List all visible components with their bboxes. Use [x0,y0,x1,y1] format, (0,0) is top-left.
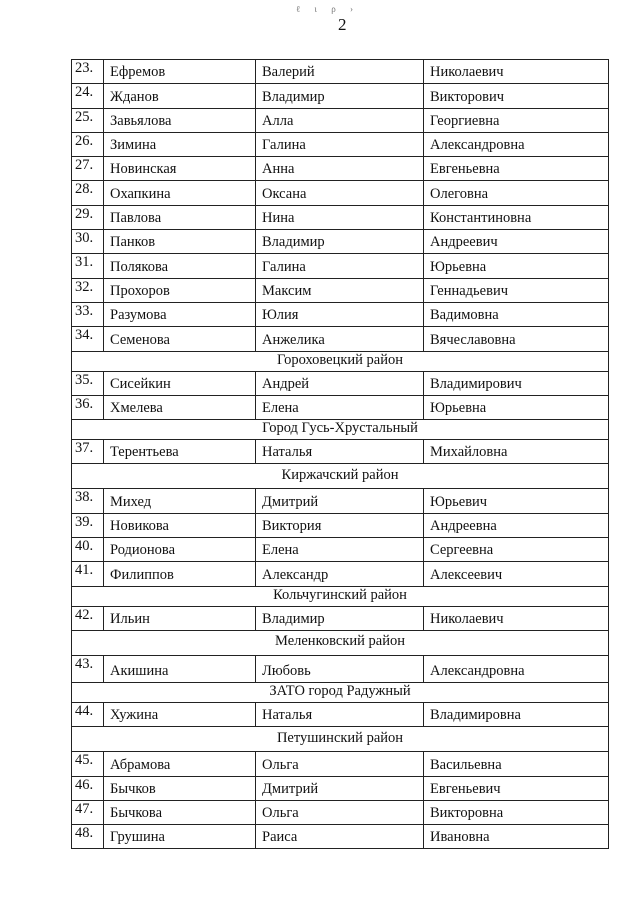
table-row [72,538,609,562]
surname-cell: Жданов [104,84,256,108]
patronymic-cell: Евгеньевич [424,776,609,800]
patronymic-cell: Евгеньевна [424,157,609,181]
patronymic-cell: Юрьевич [424,489,609,513]
surname-cell: Хмелева [104,395,256,419]
row-number: 32. [72,278,104,302]
region-header-row [72,420,609,440]
scan-marks: ℓ ι ρ › [296,4,359,14]
patronymic-cell: Юрьевна [424,395,609,419]
patronymic-cell: Андреевна [424,513,609,537]
surname-cell: Полякова [104,254,256,278]
surname-cell: Хужина [104,702,256,726]
patronymic-cell: Андреевич [424,230,609,254]
table-row [72,513,609,537]
surname-cell: Ильин [104,606,256,630]
table-row [72,84,609,108]
table-row [72,776,609,800]
region-name: Киржачский район [72,464,609,489]
first-name-cell: Андрей [256,371,424,395]
surname-cell: Бычкова [104,800,256,824]
table-row [72,606,609,630]
region-header-row [72,586,609,606]
surname-cell: Михед [104,489,256,513]
row-number: 43. [72,655,104,682]
surname-cell: Зимина [104,132,256,156]
first-name-cell: Елена [256,395,424,419]
row-number: 40. [72,538,104,562]
surname-cell: Семенова [104,327,256,351]
region-header-row [72,727,609,752]
patronymic-cell: Сергеевна [424,538,609,562]
row-number: 23. [72,60,104,84]
first-name-cell: Галина [256,254,424,278]
row-number: 47. [72,800,104,824]
table-row [72,440,609,464]
table-row [72,60,609,84]
surname-cell: Прохоров [104,278,256,302]
patronymic-cell: Юрьевна [424,254,609,278]
table-row [72,230,609,254]
surname-cell: Новинская [104,157,256,181]
region-name: Петушинский район [72,727,609,752]
row-number: 46. [72,776,104,800]
patronymic-cell: Олеговна [424,181,609,205]
first-name-cell: Галина [256,132,424,156]
region-name: ЗАТО город Радужный [72,682,609,702]
table-row [72,254,609,278]
row-number: 28. [72,181,104,205]
table-row [72,327,609,351]
region-name: Кольчугинский район [72,586,609,606]
first-name-cell: Анжелика [256,327,424,351]
table-row [72,562,609,586]
patronymic-cell: Александровна [424,132,609,156]
patronymic-cell: Георгиевна [424,108,609,132]
region-name: Гороховецкий район [72,351,609,371]
table-row [72,702,609,726]
row-number: 38. [72,489,104,513]
region-header-row [72,682,609,702]
surname-cell: Сисейкин [104,371,256,395]
region-name: Меленковский район [72,630,609,655]
first-name-cell: Ольга [256,800,424,824]
patronymic-cell: Николаевич [424,606,609,630]
surname-cell: Панков [104,230,256,254]
first-name-cell: Ольга [256,752,424,776]
first-name-cell: Анна [256,157,424,181]
roster-table [71,59,609,849]
first-name-cell: Валерий [256,60,424,84]
first-name-cell: Любовь [256,655,424,682]
surname-cell: Терентьева [104,440,256,464]
patronymic-cell: Михайловна [424,440,609,464]
first-name-cell: Наталья [256,702,424,726]
patronymic-cell: Вячеславовна [424,327,609,351]
table-row [72,205,609,229]
first-name-cell: Владимир [256,84,424,108]
row-number: 35. [72,371,104,395]
patronymic-cell: Геннадьевич [424,278,609,302]
table-row [72,752,609,776]
patronymic-cell: Васильевна [424,752,609,776]
row-number: 27. [72,157,104,181]
page-number: 2 [338,15,347,34]
surname-cell: Завьялова [104,108,256,132]
region-header-row [72,630,609,655]
surname-cell: Абрамова [104,752,256,776]
table-row [72,395,609,419]
first-name-cell: Дмитрий [256,776,424,800]
row-number: 45. [72,752,104,776]
surname-cell: Акишина [104,655,256,682]
table-row [72,302,609,326]
table-row [72,489,609,513]
row-number: 26. [72,132,104,156]
row-number: 39. [72,513,104,537]
first-name-cell: Максим [256,278,424,302]
first-name-cell: Елена [256,538,424,562]
row-number: 44. [72,702,104,726]
region-header-row [72,351,609,371]
table-row [72,132,609,156]
patronymic-cell: Александровна [424,655,609,682]
patronymic-cell: Константиновна [424,205,609,229]
first-name-cell: Оксана [256,181,424,205]
surname-cell: Бычков [104,776,256,800]
row-number: 34. [72,327,104,351]
patronymic-cell: Викторович [424,84,609,108]
patronymic-cell: Вадимовна [424,302,609,326]
row-number: 33. [72,302,104,326]
row-number: 36. [72,395,104,419]
first-name-cell: Нина [256,205,424,229]
row-number: 42. [72,606,104,630]
region-name: Город Гусь-Хрустальный [72,420,609,440]
first-name-cell: Наталья [256,440,424,464]
patronymic-cell: Викторовна [424,800,609,824]
patronymic-cell: Владимирович [424,371,609,395]
table-row [72,371,609,395]
row-number: 48. [72,825,104,849]
patronymic-cell: Ивановна [424,825,609,849]
table-row [72,825,609,849]
surname-cell: Павлова [104,205,256,229]
table-row [72,800,609,824]
row-number: 31. [72,254,104,278]
row-number: 29. [72,205,104,229]
patronymic-cell: Алексеевич [424,562,609,586]
surname-cell: Грушина [104,825,256,849]
row-number: 30. [72,230,104,254]
row-number: 37. [72,440,104,464]
row-number: 24. [72,84,104,108]
first-name-cell: Юлия [256,302,424,326]
row-number: 25. [72,108,104,132]
surname-cell: Ефремов [104,60,256,84]
roster-body [72,60,609,849]
first-name-cell: Владимир [256,606,424,630]
first-name-cell: Александр [256,562,424,586]
surname-cell: Филиппов [104,562,256,586]
row-number: 41. [72,562,104,586]
table-row [72,157,609,181]
table-row [72,181,609,205]
table-row [72,655,609,682]
patronymic-cell: Владимировна [424,702,609,726]
surname-cell: Родионова [104,538,256,562]
table-row [72,108,609,132]
first-name-cell: Алла [256,108,424,132]
first-name-cell: Владимир [256,230,424,254]
surname-cell: Охапкина [104,181,256,205]
first-name-cell: Дмитрий [256,489,424,513]
region-header-row [72,464,609,489]
first-name-cell: Виктория [256,513,424,537]
first-name-cell: Раиса [256,825,424,849]
surname-cell: Новикова [104,513,256,537]
patronymic-cell: Николаевич [424,60,609,84]
table-row [72,278,609,302]
surname-cell: Разумова [104,302,256,326]
